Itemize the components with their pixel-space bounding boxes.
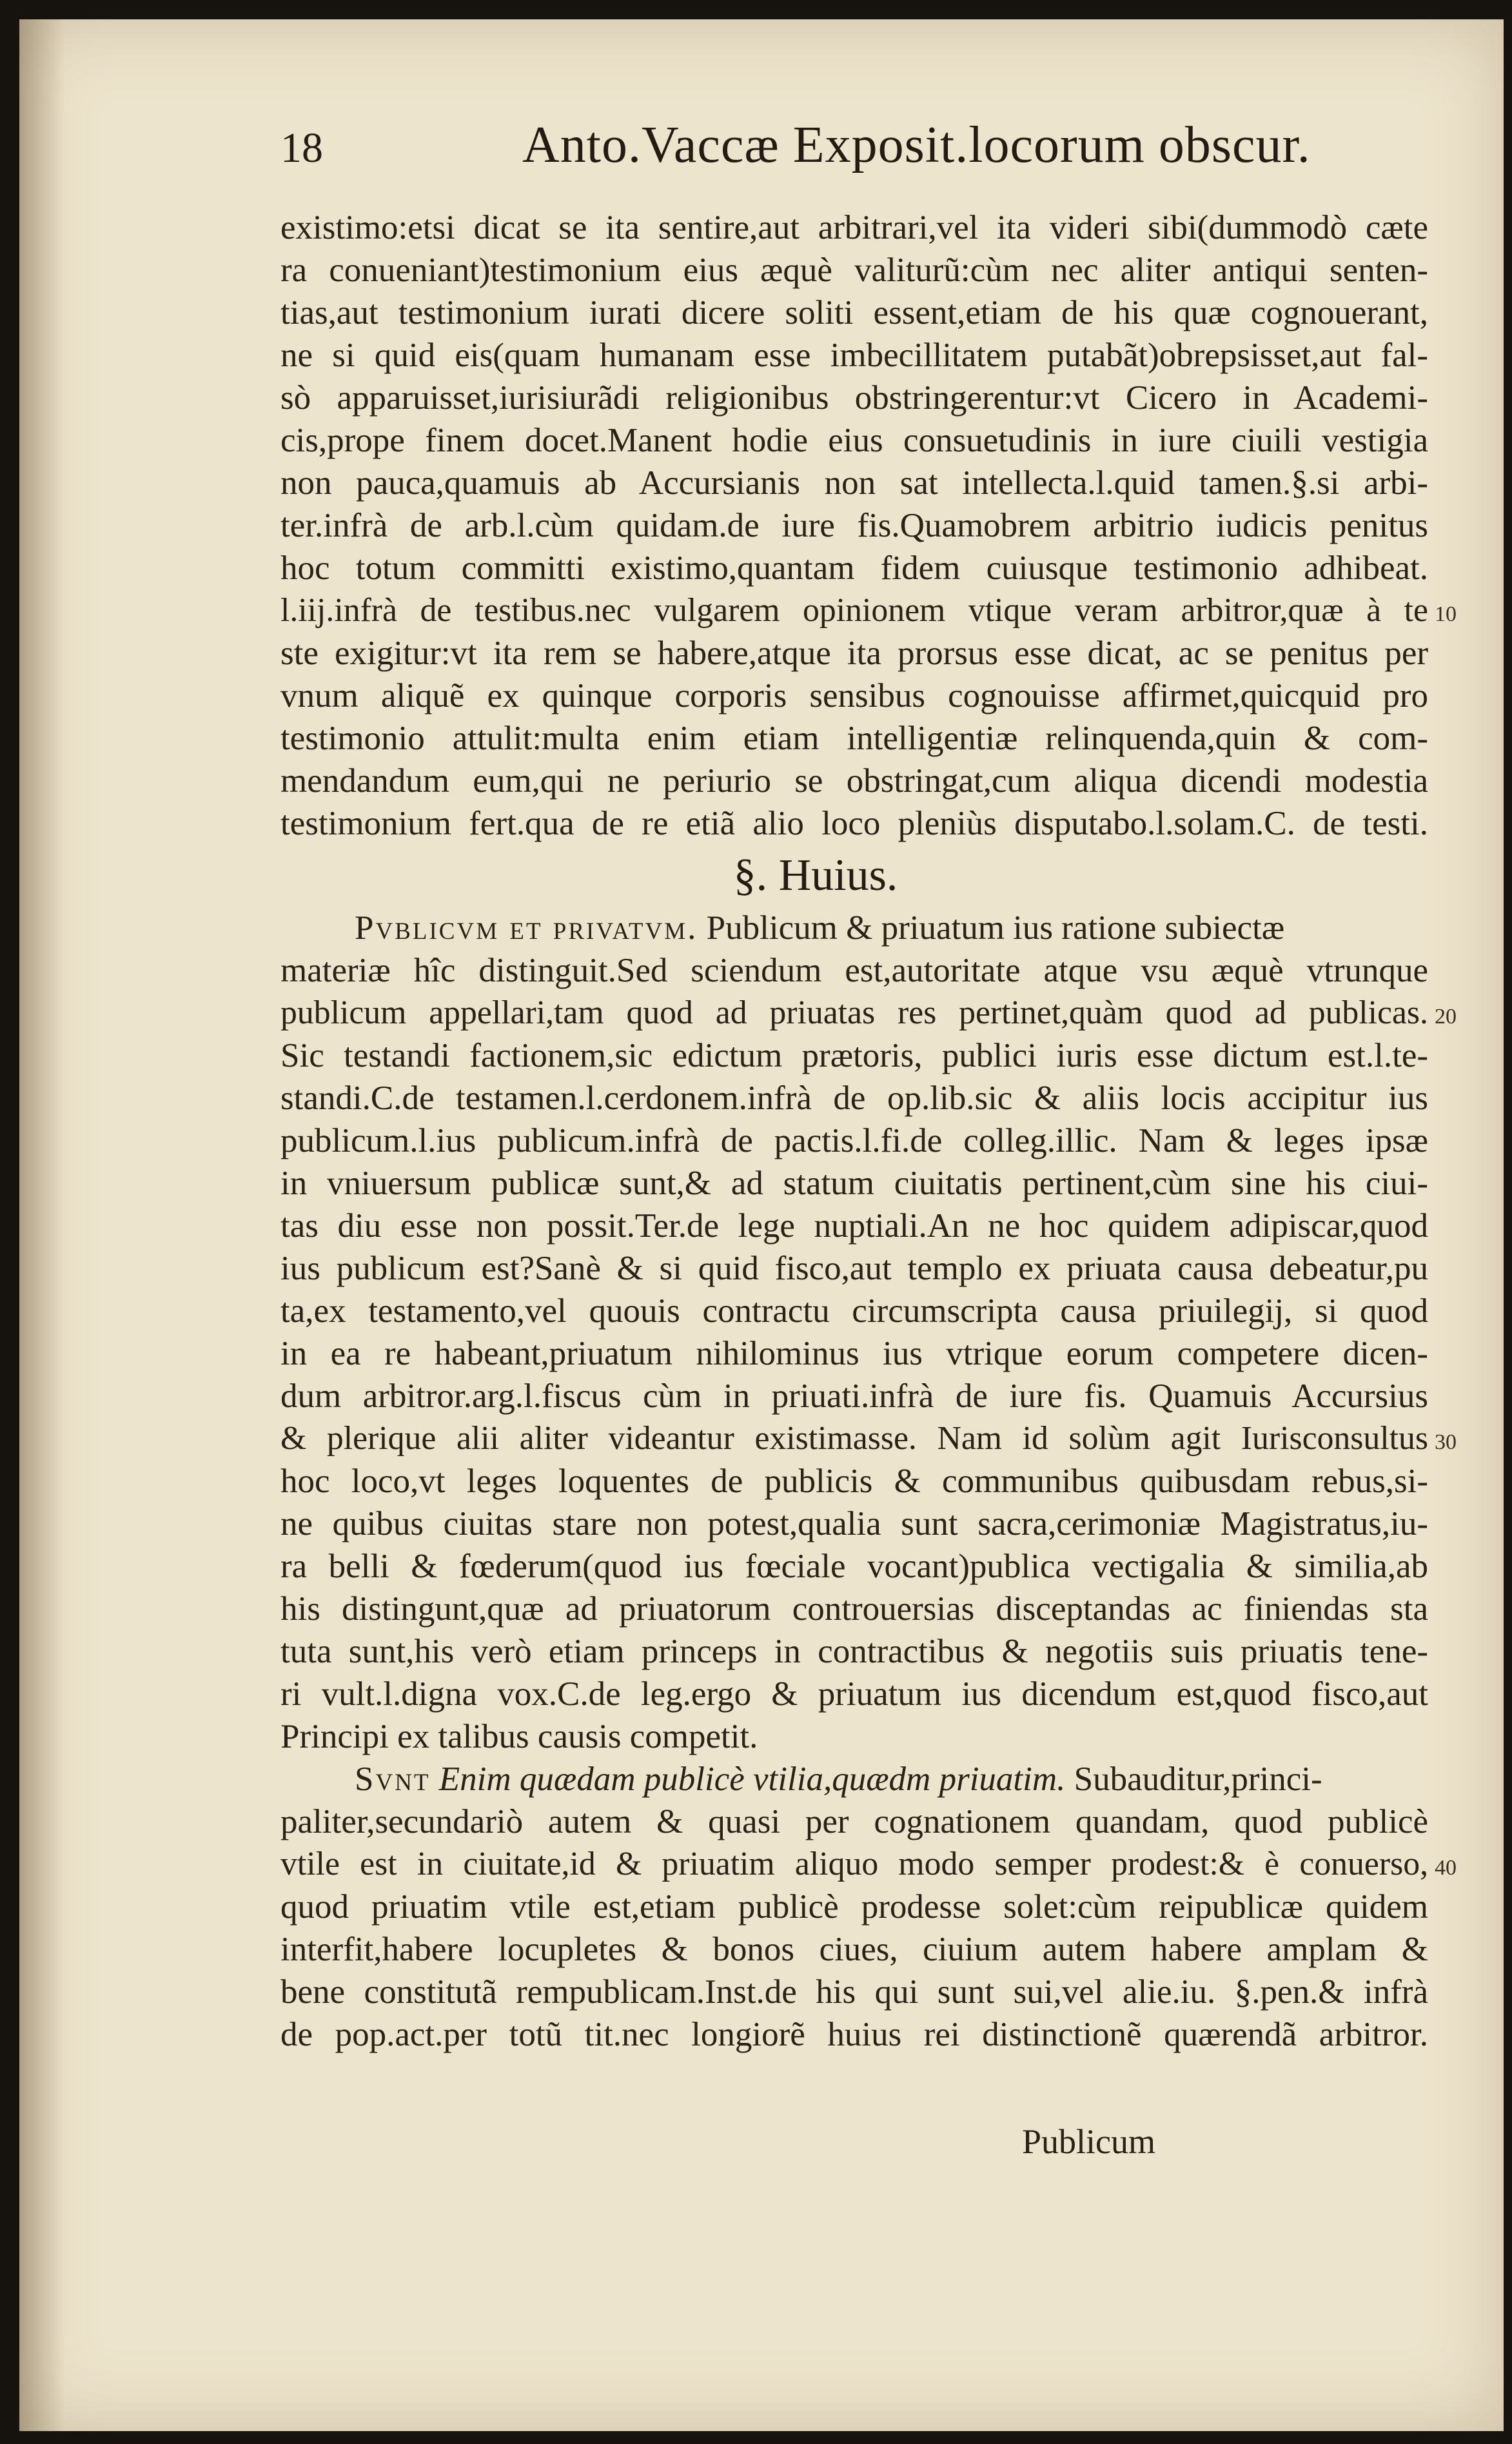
text-line-lead [280, 1758, 1428, 1800]
text-line: ne quibus ciuitas stare non potest,qualia sunt sacra,cerimoniæ Magistratus,iu- [280, 1505, 1428, 1542]
text-line: Sic testandi factionem,sic edictum prætoris, publici iuris esse dictum est.l.te- [280, 1037, 1428, 1074]
text-line: de pop.act.per totũ tit.nec longiorẽ huius rei distinctionẽ quærendã arbitror. [280, 2016, 1428, 2053]
text-line: hoc totum committi existimo,quantam fidem cuiusque testimonio adhibeat. [280, 549, 1428, 587]
section-heading: §. Huius. [733, 851, 898, 900]
book-page [19, 19, 1504, 2431]
text-line: existimo:etsi dicat se ita sentire,aut arbitrari,vel ita videri sibi(dummodò cæte [280, 209, 1428, 246]
lemma-small-caps: Pvblicvm et privatvm. [355, 909, 698, 947]
text-line: dum arbitror.arg.l.fiscus cùm in priuati.infrà de iure fis. Quamuis Accursius [280, 1377, 1428, 1415]
text-line: ne si quid eis(quam humanam esse imbecillitatem putabãt)obrepsisset,aut fal- [280, 337, 1428, 374]
text-line: tas diu esse non possit.Ter.de lege nuptiali.An ne hoc quidem adipiscar,quod [280, 1207, 1428, 1245]
text-line: ri vult.l.digna vox.C.de leg.ergo & priuatum ius dicendum est,quod fisco,aut [280, 1675, 1428, 1713]
text-line-with-margin-number [280, 1843, 1457, 1886]
catchword: Publicum [1022, 2122, 1156, 2161]
text-line: cis,prope finem docet.Manent hodie eius consuetudinis in iure ciuili vestigia [280, 422, 1428, 459]
text-line: his distingunt,quæ ad priuatorum controuersias disceptandas ac finiendas sta [280, 1590, 1428, 1628]
page-number: 18 [280, 124, 323, 172]
text-line: paliter,secundariò autem & quasi per cognationem quandam, quod publicè [280, 1803, 1428, 1840]
text-line: quod priuatim vtile est,etiam publicè prodesse solet:cùm reipublicæ quidem [280, 1888, 1428, 1926]
running-title: Anto.Vaccæ Exposit.locorum obscur. [522, 117, 1311, 173]
text-line: non pauca,quamuis ab Accursianis non sat intellecta.l.quid tamen.§.si arbi- [280, 464, 1428, 502]
page-header [280, 116, 1344, 193]
text-line: in ea re habeant,priuatum nihilominus ius vtrique eorum competere dicen- [280, 1335, 1428, 1372]
text-line: testimonio attulit:multa enim etiam intelligentiæ relinquenda,quin & com- [280, 720, 1428, 757]
text-line-content: & plerique alii aliter videantur existimasse. Nam id solùm agit Iurisconsultus [280, 1420, 1428, 1457]
margin-line-number: 30 [1435, 1430, 1457, 1454]
text-line: mendandum eum,qui ne periurio se obstringat,cum aliqua dicendi modestia [280, 762, 1428, 800]
text-line: tias,aut testimonium iurati dicere soliti essent,etiam de his quæ cognouerant, [280, 294, 1428, 331]
text-line-with-margin-number [280, 992, 1457, 1034]
text-line: ter.infrà de arb.l.cùm quidam.de iure fis.Quamobrem arbitrio iudicis penitus [280, 507, 1428, 544]
text-body [280, 206, 1457, 2056]
text-line-lead [280, 907, 1428, 949]
paragraph-publicum [280, 907, 1457, 1758]
text-line: Principi ex talibus causis competit. [280, 1718, 758, 1755]
text-line: publicum.l.ius publicum.infrà de pactis.l.fi.de colleg.illic. Nam & leges ipsæ [280, 1122, 1428, 1159]
text-line: vnum aliquẽ ex quinque corporis sensibus cognouisse affirmet,quicquid pro [280, 677, 1428, 714]
text-line: ius publicum est?Sanè & si quid fisco,aut templo ex priuata causa debeatur,pu [280, 1250, 1428, 1287]
text-line: ra conueniant)testimonium eius æquè valiturũ:cùm nec aliter antiqui senten- [280, 251, 1428, 289]
text-line-content: Subauditur,princi- [1065, 1760, 1322, 1798]
text-line: ta,ex testamento,vel quouis contractu circumscripta causa priuilegij, si quod [280, 1292, 1428, 1330]
lemma-small-caps: Svnt [355, 1760, 431, 1798]
lemma-italic: Enim quædam publicè vtilia,quædm priuatim. [430, 1760, 1066, 1798]
text-line-content: Publicum & priuatum ius ratione subiectæ [698, 909, 1285, 947]
paragraph-testimony [280, 206, 1457, 845]
text-line: bene constitutã rempublicam.Inst.de his qui sunt sui,vel alie.iu. §.pen.& infrà [280, 1973, 1428, 2011]
margin-line-number: 20 [1435, 1005, 1457, 1029]
text-line-with-margin-number [280, 589, 1457, 632]
text-line: in vniuersum publicæ sunt,& ad statum ciuitatis pertinent,cùm sine his ciui- [280, 1165, 1428, 1202]
margin-line-number: 40 [1435, 1856, 1457, 1880]
text-line: ra belli & fœderum(quod ius fœciale vocant)publica vectigalia & similia,ab [280, 1548, 1428, 1585]
text-line: standi.C.de testamen.l.cerdonem.infrà de op.lib.sic & aliis locis accipitur ius [280, 1079, 1428, 1117]
text-line: materiæ hîc distinguit.Sed sciendum est,autoritate atque vsu æquè vtrunque [280, 952, 1428, 989]
text-line: interfit,habere locupletes & bonos ciues, ciuium autem habere amplam & [280, 1931, 1428, 1968]
text-line-content: publicum appellari,tam quod ad priuatas res pertinet,quàm quod ad publicas. [280, 994, 1428, 1031]
text-line-content: vtile est in ciuitate,id & priuatim aliquo modo semper prodest:& è conuerso, [280, 1846, 1428, 1882]
margin-line-number: 10 [1435, 602, 1457, 626]
text-line: tuta sunt,his verò etiam princeps in contractibus & negotiis suis priuatis tene- [280, 1633, 1428, 1670]
text-line: testimonium fert.qua de re etiã alio loco pleniùs disputabo.l.solam.C. de testi. [280, 805, 1428, 842]
text-line: sò apparuisset,iurisiurãdi religionibus obstringerentur:vt Cicero in Academi- [280, 379, 1428, 417]
text-line-content: l.iij.infrà de testibus.nec vulgarem opinionem vtique veram arbitror,quæ à te [280, 592, 1428, 629]
paragraph-sunt [280, 1758, 1457, 2056]
text-line-with-margin-number [280, 1417, 1457, 1460]
text-line: ste exigitur:vt ita rem se habere,atque ita prorsus esse dicat, ac se penitus per [280, 635, 1428, 672]
text-line: hoc loco,vt leges loquentes de publicis & communibus quibusdam rebus,si- [280, 1463, 1428, 1500]
